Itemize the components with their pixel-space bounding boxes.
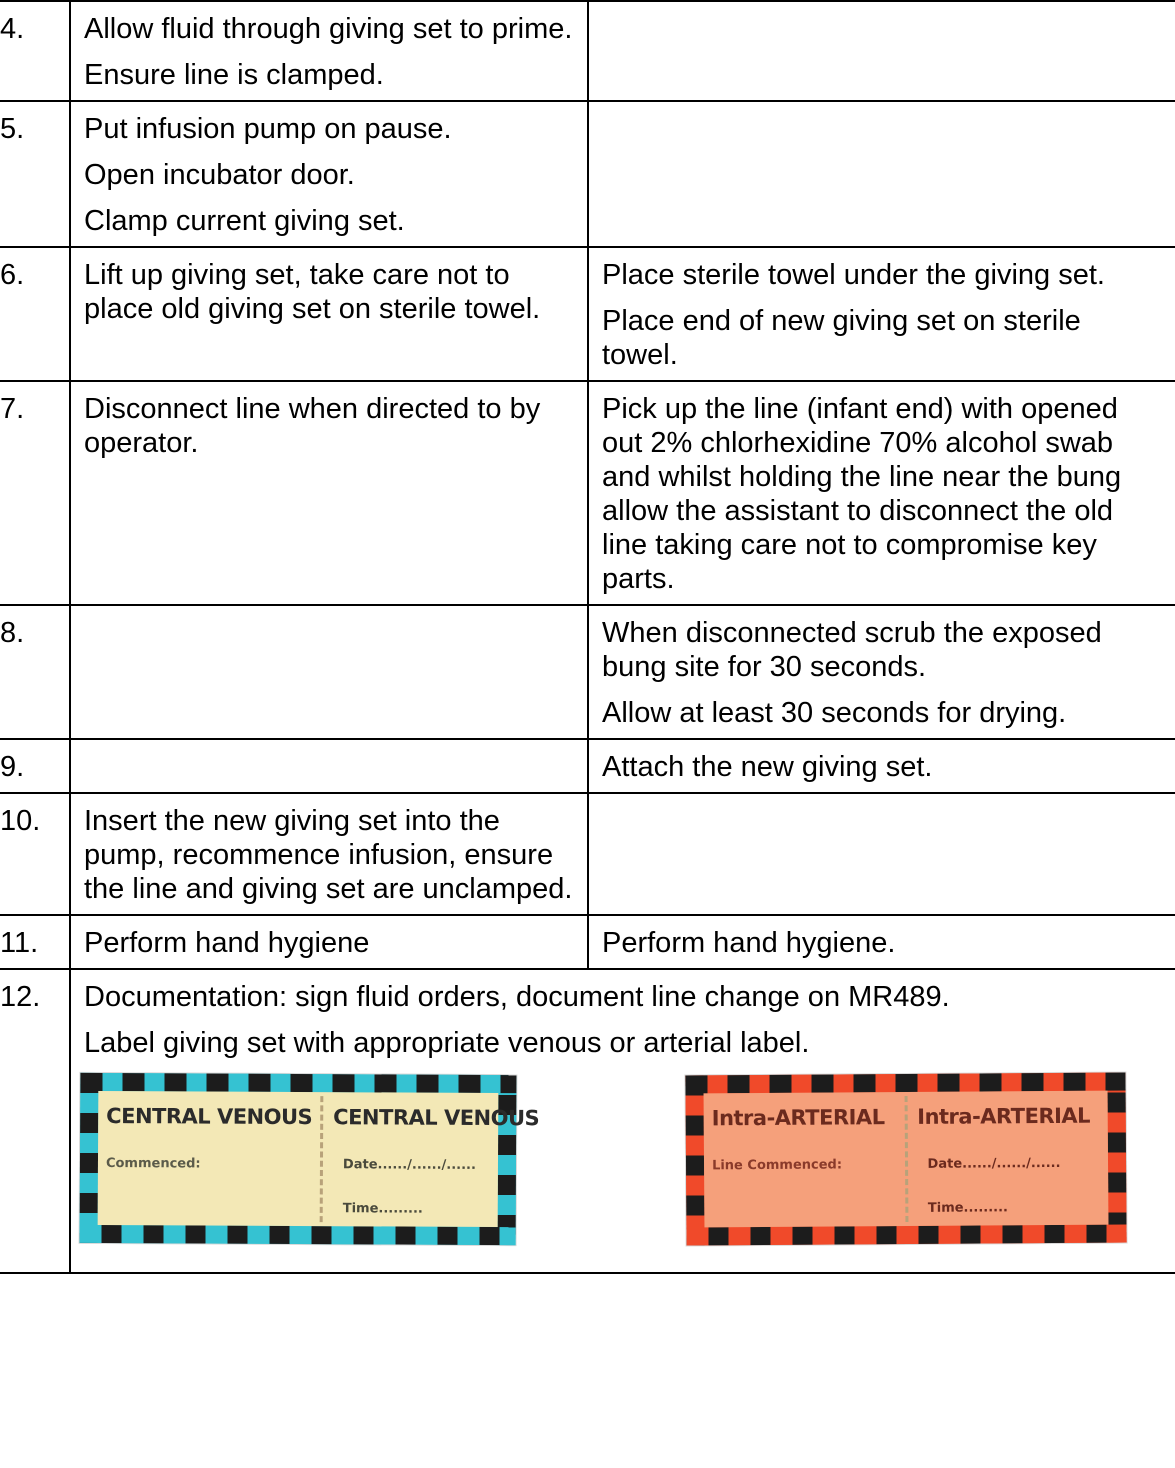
step-row xyxy=(0,915,1175,969)
label-title: Intra-ARTERIAL xyxy=(711,1105,885,1131)
label-examples xyxy=(84,1074,1163,1264)
instruction-line: Place end of new giving set on sterile towel. xyxy=(602,305,1081,371)
assistant-action-cell xyxy=(70,101,588,247)
instruction-line: Label giving set with appropriate venous or arterial label. xyxy=(84,1027,810,1059)
step-row xyxy=(0,605,1175,739)
instruction-line: Lift up giving set, take care not to place old giving set on sterile towel. xyxy=(84,259,541,325)
assistant-action-cell xyxy=(70,247,588,381)
step-number: 9. xyxy=(0,739,70,793)
central-venous-label xyxy=(80,1073,540,1245)
instruction-line: Pick up the line (infant end) with opened out 2% chlorhexidine 70% alcohol swab and whilst holding the line near the bung allow the assistant to disconnect the old line taking care not to compromise key parts. xyxy=(602,393,1122,595)
step-number: 11. xyxy=(0,915,70,969)
step-documentation-cell xyxy=(70,969,1175,1273)
step-row xyxy=(0,793,1175,915)
intra-arterial-label xyxy=(685,1072,1126,1245)
instruction-line: Clamp current giving set. xyxy=(84,205,405,237)
operator-action-cell xyxy=(588,793,1175,915)
instruction-line: Open incubator door. xyxy=(84,159,355,191)
step-number: 5. xyxy=(0,101,70,247)
step-number: 6. xyxy=(0,247,70,381)
assistant-action-cell xyxy=(70,739,588,793)
step-number: 12. xyxy=(0,969,70,1273)
step-row xyxy=(0,739,1175,793)
assistant-action-cell xyxy=(70,915,588,969)
instruction-line: Perform hand hygiene xyxy=(84,927,370,959)
instruction-line: Perform hand hygiene. xyxy=(602,927,896,959)
operator-action-cell xyxy=(588,101,1175,247)
instruction-line: When disconnected scrub the exposed bung site for 30 seconds. xyxy=(602,617,1102,683)
operator-action-cell xyxy=(588,247,1175,381)
assistant-action-cell xyxy=(70,1,588,101)
label-title: Intra-ARTERIAL xyxy=(917,1103,1091,1129)
label-date-field: Date....../....../...... xyxy=(342,1157,476,1173)
assistant-action-cell xyxy=(70,381,588,605)
step-number: 7. xyxy=(0,381,70,605)
step-number: 10. xyxy=(0,793,70,915)
step-row xyxy=(0,101,1175,247)
instruction-line: Ensure line is clamped. xyxy=(84,59,384,91)
label-time-field: Time......... xyxy=(342,1201,423,1217)
step-row-12 xyxy=(0,969,1175,1273)
operator-action-cell xyxy=(588,381,1175,605)
instruction-line: Allow fluid through giving set to prime. xyxy=(84,13,573,45)
instruction-line: Insert the new giving set into the pump, recommence infusion, ensure the line and giving set are unclamped. xyxy=(84,805,573,905)
step-row xyxy=(0,381,1175,605)
step-row xyxy=(0,247,1175,381)
label-time-field: Time......... xyxy=(927,1200,1009,1216)
instruction-line: Disconnect line when directed to by operator. xyxy=(84,393,541,459)
step-row xyxy=(0,1,1175,101)
operator-action-cell xyxy=(588,739,1175,793)
instruction-line: Place sterile towel under the giving set. xyxy=(602,259,1105,291)
step-number: 8. xyxy=(0,605,70,739)
assistant-action-cell xyxy=(70,605,588,739)
label-date-field: Date....../....../...... xyxy=(927,1155,1061,1172)
label-commenced-text: Commenced: xyxy=(105,1155,201,1172)
assistant-action-cell xyxy=(70,793,588,915)
instruction-line: Documentation: sign fluid orders, document line change on MR489. xyxy=(84,981,950,1013)
operator-action-cell xyxy=(588,915,1175,969)
operator-action-cell xyxy=(588,605,1175,739)
label-title: CENTRAL VENOUS xyxy=(333,1105,540,1131)
label-commenced-text: Line Commenced: xyxy=(711,1157,843,1174)
procedure-table-body xyxy=(0,1,1175,1273)
step-number: 4. xyxy=(0,1,70,101)
label-title: CENTRAL VENOUS xyxy=(106,1103,313,1130)
instruction-line: Attach the new giving set. xyxy=(602,751,933,783)
instruction-line: Put infusion pump on pause. xyxy=(84,113,452,145)
operator-action-cell xyxy=(588,1,1175,101)
label-divider xyxy=(320,1096,324,1222)
label-divider xyxy=(904,1096,908,1222)
instruction-line: Allow at least 30 seconds for drying. xyxy=(602,697,1067,729)
